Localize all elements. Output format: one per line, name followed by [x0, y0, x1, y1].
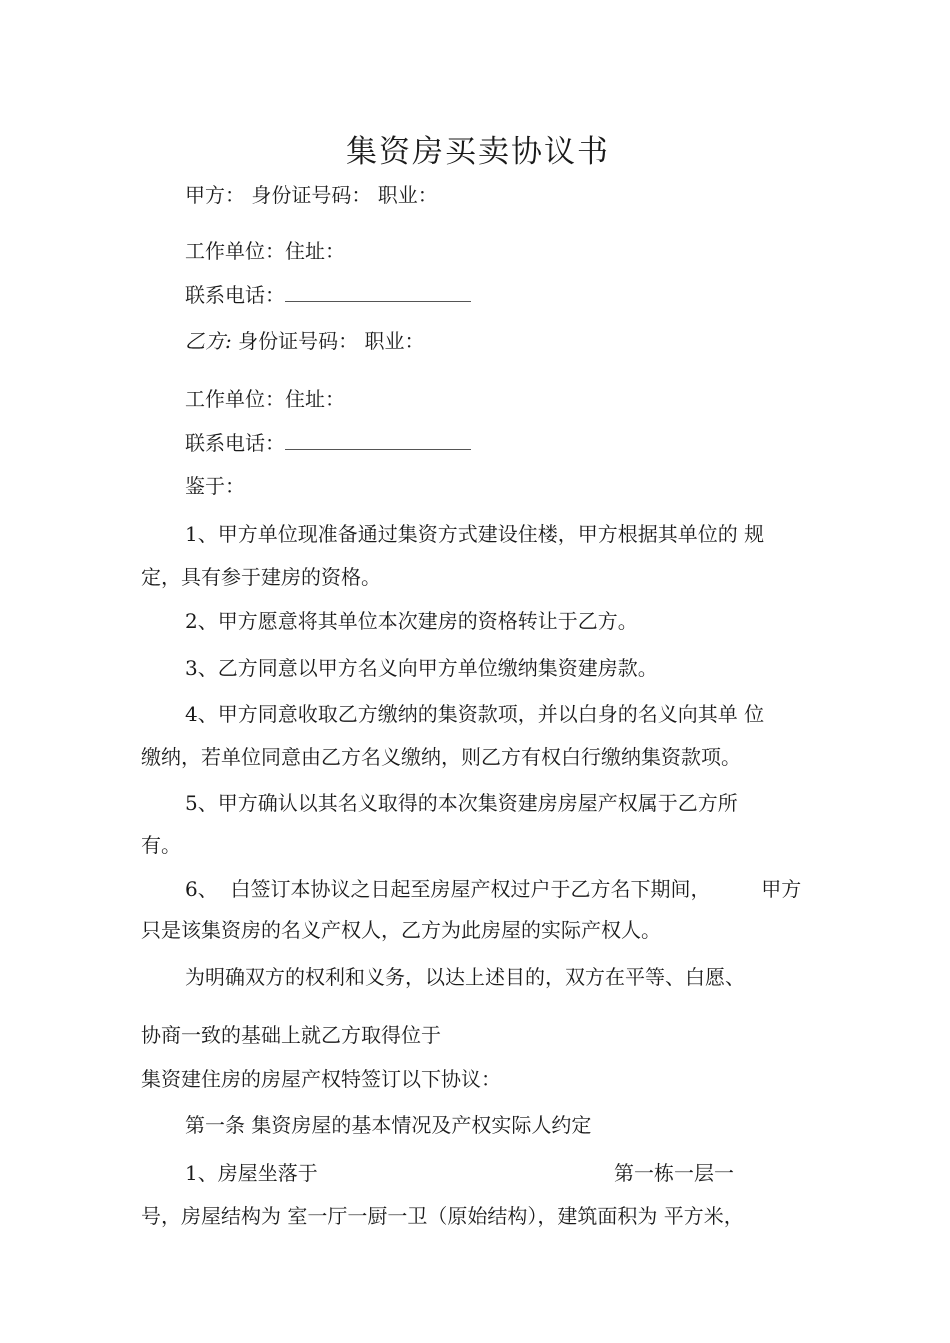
whereas-heading: 鉴于： — [185, 474, 245, 498]
clause-1-line-1: 1、甲方单位现准备通过集资方式建设住楼，甲方根据其单位的 规 — [185, 522, 765, 546]
party-b-phone-line — [185, 430, 471, 456]
party-a-phone-blank — [285, 283, 471, 302]
clause-5-line-1: 5、甲方确认以其名义取得的本次集资建房房屋产权属于乙方所 — [185, 791, 738, 815]
article-1-item-1-left: 1、房屋坐落于 — [185, 1161, 318, 1185]
party-b-id-text: 身份证号码： 职业： — [231, 329, 425, 353]
party-a-phone-line — [185, 282, 471, 308]
party-b-work-line: 工作单位：住址： — [185, 387, 345, 411]
article-1-item-1-continuation: 号，房屋结构为 室一厅一厨一卫（原始结构），建筑面积为 平方米， — [141, 1204, 744, 1228]
party-a-work-line: 工作单位：住址： — [185, 239, 345, 263]
clause-6-line-2: 只是该集资房的名义产权人，乙方为此房屋的实际产权人。 — [141, 918, 661, 942]
purpose-line-3: 集资建住房的房屋产权特签订以下协议： — [141, 1067, 501, 1091]
article-1-heading: 第一条 集资房屋的基本情况及产权实际人约定 — [185, 1113, 592, 1137]
clause-5-line-2: 有。 — [141, 833, 181, 857]
clause-4-line-1: 4、甲方同意收取乙方缴纳的集资款项，并以白身的名义向其单 位 — [185, 702, 765, 726]
party-a-phone-label: 联系电话： — [185, 283, 285, 307]
clause-4-line-2: 缴纳，若单位同意由乙方名义缴纳，则乙方有权白行缴纳集资款项。 — [141, 745, 741, 769]
party-a-id-line: 甲方： 身份证号码： 职业： — [185, 183, 438, 207]
party-b-label: 乙方: — [185, 329, 232, 353]
party-b-phone-blank — [285, 431, 471, 450]
party-b-phone-label: 联系电话： — [185, 431, 285, 455]
clause-1-line-2: 定，具有参于建房的资格。 — [141, 565, 381, 589]
clause-3: 3、乙方同意以甲方名义向甲方单位缴纳集资建房款。 — [185, 656, 658, 680]
clause-2: 2、甲方愿意将其单位本次建房的资格转让于乙方。 — [185, 609, 638, 633]
clause-6-line-1: 6、 白签订本协议之日起至房屋产权过户于乙方名下期间， 甲方 — [185, 877, 802, 901]
article-1-item-1-right: 第一栋一层一 — [614, 1161, 734, 1185]
document-title: 集资房买卖协议书 — [346, 134, 610, 170]
purpose-line-1: 为明确双方的权利和义务，以达上述目的，双方在平等、白愿、 — [185, 965, 745, 989]
party-b-id-line — [185, 328, 424, 354]
purpose-line-2: 协商一致的基础上就乙方取得位于 — [141, 1023, 441, 1047]
